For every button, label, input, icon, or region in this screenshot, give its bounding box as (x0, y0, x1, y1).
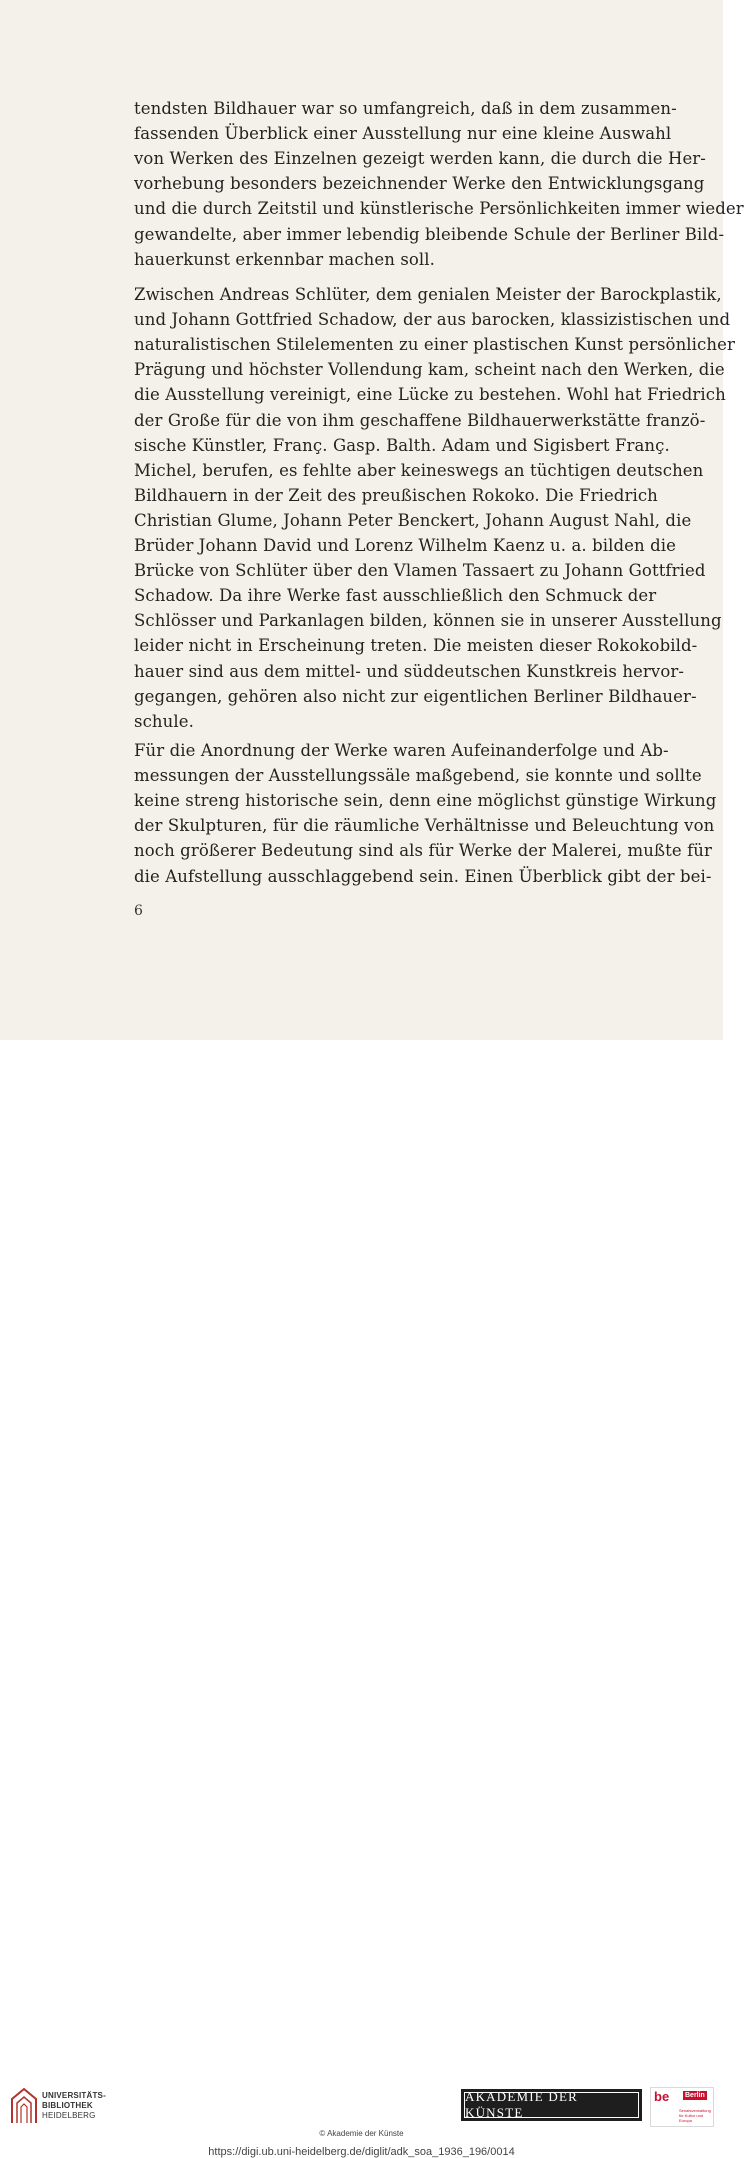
text-line: Prägung und höchster Vollendung kam, scheint nach den Werken, die (134, 360, 725, 380)
text-line: Brücke von Schlüter über den Vlamen Tassaert zu Johann Gottfried (134, 561, 706, 581)
text-line: von Werken des Einzelnen gezeigt werden kann, die durch die Her- (134, 149, 706, 169)
adk-logo-text: AKADEMIE DER KÜNSTE (464, 2092, 639, 2118)
text-line: Christian Glume, Johann Peter Benckert, Johann August Nahl, die (134, 510, 692, 530)
text-line: und die durch Zeitstil und künstlerische Persönlichkeiten immer wieder (134, 199, 744, 219)
text-line: naturalistischen Stilelementen zu einer plastischen Kunst persönlicher (134, 335, 735, 355)
ub-logo-line: BIBLIOTHEK (42, 2101, 93, 2110)
text-line: die Aufstellung ausschlaggebend sein. Einen Überblick gibt der bei- (134, 866, 712, 886)
text-line: schule. (134, 711, 194, 731)
ub-logo-line: HEIDELBERG (42, 2111, 96, 2120)
copyright-notice: © Akademie der Künste (319, 2129, 404, 2138)
text-line: Michel, berufen, es fehlte aber keineswegs an tüchtigen deutschen (134, 460, 704, 480)
text-line: tendsten Bildhauer war so umfangreich, daß in dem zusammen- (134, 99, 677, 118)
text-line: Bildhauern in der Zeit des preußischen Rokoko. Die Friedrich (134, 485, 658, 505)
text-line: Brüder Johann David und Lorenz Wilhelm Kaenz u. a. bilden die (134, 536, 676, 555)
permalink-url[interactable]: https://digi.ub.uni-heidelberg.de/diglit/adk_soa_1936_196/0014 (208, 2146, 515, 2158)
text-line: sische Künstler, Franç. Gasp. Balth. Adam und Sigisbert Franç. (134, 435, 670, 455)
library-building-icon (10, 2087, 38, 2125)
text-line: Zwischen Andreas Schlüter, dem genialen Meister der Barockplastik, (134, 285, 722, 304)
text-line: vorhebung besonders bezeichnender Werke den Entwicklungsgang (134, 174, 705, 194)
text-line: die Ausstellung vereinigt, eine Lücke zu bestehen. Wohl hat Friedrich (134, 385, 726, 405)
be-berlin-logo[interactable] (650, 2087, 714, 2127)
text-line: hauer sind aus dem mittel- und süddeutschen Kunstkreis hervor- (134, 661, 685, 681)
page-number: 6 (134, 903, 143, 919)
text-line: der Große für die von ihm geschaffene Bildhauerwerkstätte franzö- (134, 410, 706, 430)
text-line: noch größerer Bedeutung sind als für Werke der Malerei, mußte für (134, 841, 713, 861)
text-line: der Skulpturen, für die räumliche Verhältnisse und Beleuchtung von (134, 816, 715, 836)
text-line: fassenden Überblick einer Ausstellung nur eine kleine Auswahl (134, 124, 672, 144)
text-line: hauerkunst erkennbar machen soll. (134, 249, 436, 269)
scanned-page (0, 0, 744, 1040)
university-library-logo[interactable] (10, 2087, 110, 2127)
text-line: Schadow. Da ihre Werke fast ausschließlich den Schmuck der (134, 586, 657, 606)
text-line: keine streng historische sein, denn eine möglichst günstige Wirkung (134, 791, 717, 811)
be-logo-tagline: Senatsverwaltung für Kultur und Europa (679, 2108, 711, 2123)
viewer-footer (0, 1040, 723, 2158)
text-line: gewandelte, aber immer lebendig bleibende Schule der Berliner Bild- (134, 224, 725, 244)
akademie-der-kuenste-logo[interactable] (461, 2089, 642, 2121)
text-line: und Johann Gottfried Schadow, der aus barocken, klassizistischen und (134, 310, 731, 330)
be-logo-word: be (654, 2089, 670, 2104)
berlin-badge: Berlin (685, 2092, 705, 2099)
ub-logo-line: UNIVERSITÄTS- (42, 2091, 106, 2100)
text-line: gegangen, gehören also nicht zur eigentlichen Berliner Bildhauer- (134, 686, 697, 706)
text-line: Schlösser und Parkanlagen bilden, können sie in unserer Ausstellung (134, 611, 722, 631)
text-line: messungen der Ausstellungssäle maßgebend, sie konnte und sollte (134, 766, 702, 786)
text-line: leider nicht in Erscheinung treten. Die meisten dieser Rokokobild- (134, 636, 698, 656)
text-line: Für die Anordnung der Werke waren Aufeinanderfolge und Ab- (134, 741, 669, 760)
